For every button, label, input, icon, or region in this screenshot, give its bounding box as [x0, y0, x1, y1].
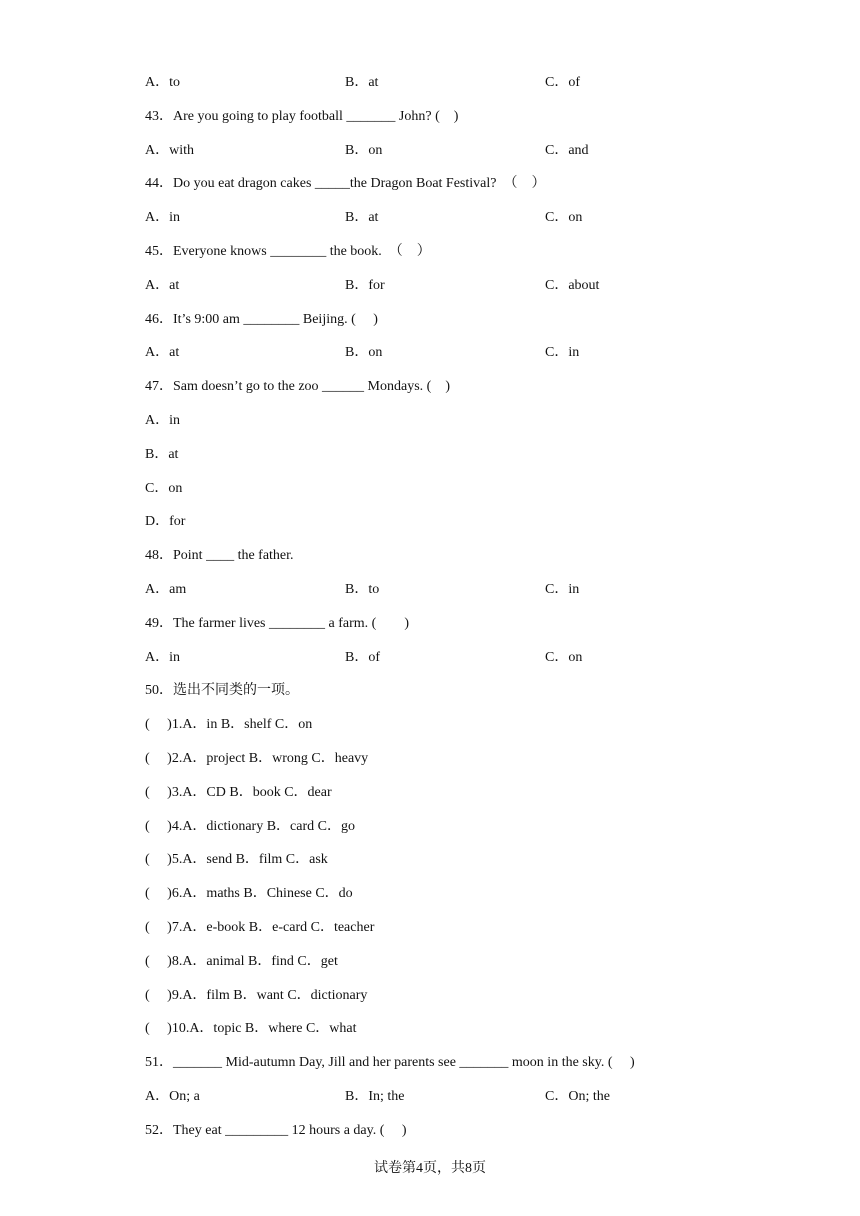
answer-options-row: [145, 74, 705, 92]
option-a: A．in: [145, 210, 180, 225]
question-line: ( )8.A．animal B．find C．get: [145, 954, 338, 969]
option-c: C．on: [545, 210, 583, 225]
option-a: A．at: [145, 345, 180, 360]
question-line: B．at: [145, 447, 179, 462]
question-line: ( )4.A．dictionary B．card C．go: [145, 819, 355, 834]
question-line: 52．They eat _________ 12 hours a day. ( ): [145, 1123, 407, 1138]
question-line: A．in: [145, 413, 180, 428]
answer-options-row: [145, 581, 705, 599]
question-line: ( )2.A．project B．wrong C．heavy: [145, 751, 369, 766]
answer-options-row: [145, 649, 705, 667]
option-a: A．at: [145, 278, 180, 293]
question-line: ( )5.A．send B．film C．ask: [145, 852, 328, 867]
answer-options-row: [145, 277, 705, 295]
option-c: C．in: [545, 582, 580, 597]
question-line: ( )10.A．topic B．where C．what: [145, 1021, 357, 1036]
question-line: ( )1.A．in B．shelf C．on: [145, 717, 313, 732]
option-a: A．am: [145, 582, 187, 597]
option-b: B．on: [345, 143, 383, 158]
option-c: C．of: [545, 75, 580, 90]
question-line: 47．Sam doesn’t go to the zoo ______ Mondays. ( ): [145, 379, 450, 394]
question-line: 48．Point ____ the father.: [145, 548, 294, 563]
option-b: B．on: [345, 345, 383, 360]
option-b: B．to: [345, 582, 380, 597]
option-c: C．about: [545, 278, 600, 293]
option-c: C．on: [545, 650, 583, 665]
question-line: ( )3.A．CD B．book C．dear: [145, 785, 332, 800]
option-a: A．On; a: [145, 1089, 200, 1104]
answer-options-row: [145, 1088, 705, 1106]
option-c: C．in: [545, 345, 580, 360]
page-footer: 试卷第4页，共8页: [374, 1161, 486, 1176]
question-line: ( )6.A．maths B．Chinese C．do: [145, 886, 353, 901]
option-b: B．for: [345, 278, 385, 293]
option-c: C．On; the: [545, 1089, 610, 1104]
question-line: 51．_______ Mid-autumn Day, Jill and her parents see _______ moon in the sky. ( ): [145, 1055, 635, 1070]
option-c: C．and: [545, 143, 589, 158]
answer-options-row: [145, 142, 705, 160]
option-b: B．of: [345, 650, 380, 665]
question-line: 49．The farmer lives ________ a farm. ( ): [145, 616, 409, 631]
option-a: A．with: [145, 143, 194, 158]
question-line: 43．Are you going to play football _______ John? ( ): [145, 109, 459, 124]
question-line: 50．选出不同类的一项。: [145, 683, 299, 698]
question-line: 44．Do you eat dragon cakes _____the Dragon Boat Festival? （ ）: [145, 176, 546, 191]
question-line: C．on: [145, 481, 183, 496]
question-line: 46．It’s 9:00 am ________ Beijing. ( ): [145, 312, 378, 327]
option-b: B．at: [345, 210, 379, 225]
question-line: 45．Everyone knows ________ the book. （ ）: [145, 244, 431, 259]
answer-options-row: [145, 209, 705, 227]
answer-options-row: [145, 344, 705, 362]
option-b: B．at: [345, 75, 379, 90]
option-b: B．In; the: [345, 1089, 405, 1104]
question-line: ( )9.A．film B．want C．dictionary: [145, 988, 368, 1003]
question-line: ( )7.A．e-book B．e-card C．teacher: [145, 920, 375, 935]
question-line: D．for: [145, 514, 186, 529]
option-a: A．in: [145, 650, 180, 665]
option-a: A．to: [145, 75, 180, 90]
